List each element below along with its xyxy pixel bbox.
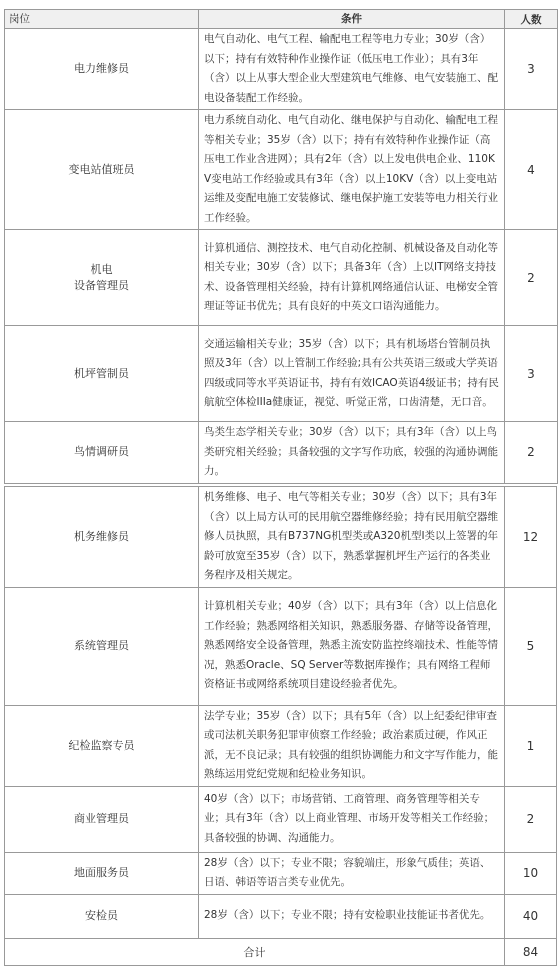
table-row (5, 587, 557, 705)
row-count: 12 (505, 487, 557, 588)
row-count: 1 (505, 705, 557, 786)
row-position: 变电站值班员 (5, 110, 199, 230)
total-count: 84 (505, 938, 557, 965)
header-conditions: 条件 (199, 10, 505, 29)
row-position: 纪检监察专员 (5, 705, 199, 786)
total-row (5, 938, 557, 965)
table-row (5, 422, 558, 484)
row-position: 系统管理员 (5, 587, 199, 705)
row-count: 4 (505, 110, 558, 230)
total-label: 合计 (5, 938, 505, 965)
row-count: 10 (505, 852, 557, 894)
row-position: 机务维修员 (5, 487, 199, 588)
row-count: 40 (505, 894, 557, 938)
table-row (5, 705, 557, 786)
row-conditions: 法学专业；35岁（含）以下；具有5年（含）以上纪委纪律审查或司法机关职务犯罪审侦察工作经验；政治素质过硬，作风正派，无不良记录；具有较强的组织协调能力和文字写作能力，能熟练运用党纪党规和纪检业务知识。 (199, 705, 505, 786)
row-position: 机坪管制员 (5, 326, 199, 422)
row-conditions: 计算机通信、测控技术、电气自动化控制、机械设备及自动化等相关专业；30岁（含）以下；具备3年（含）上以IT网络支持技术、设备管理相关经验，持有计算机网络通信认证、电梯安全管理证等证书优先；具有良好的中英文口语沟通能力。 (199, 230, 505, 326)
row-count: 5 (505, 587, 557, 705)
row-position: 鸟情调研员 (5, 422, 199, 484)
table-row (5, 230, 558, 326)
row-count: 3 (505, 326, 558, 422)
table-row (5, 29, 558, 110)
row-conditions: 28岁（含）以下；专业不限；容貌端庄，形象气质佳；英语、日语、韩语等语言类专业优先。 (199, 852, 505, 894)
row-position: 商业管理员 (5, 786, 199, 852)
row-count: 2 (505, 786, 557, 852)
row-conditions: 计算机相关专业；40岁（含）以下；具有3年（含）以上信息化工作经验；熟悉网络相关知识，熟悉服务器、存储等设备管理，熟悉网络安全设备管理，熟悉主流安防监控终端技术、性能等情况，熟悉Oracle、SQ Server等数据库操作；具有网络工程师资格证书或网络系统项目建设经验者优先。 (199, 587, 505, 705)
row-conditions: 机务维修、电子、电气等相关专业；30岁（含）以下；具有3年（含）以上局方认可的民用航空器维修经验；持有民用航空器维修人员执照，具有B737NG机型类或A320机型I类以上签署的年龄可放宽至35岁（含）以下，熟悉掌握机坪生产运行的各类业务程序及相关规定。 (199, 487, 505, 588)
row-conditions: 鸟类生态学相关专业；30岁（含）以下；具有3年（含）以上鸟类研究相关经验；具备较强的文字写作功底，较强的沟通协调能力。 (199, 422, 505, 484)
table-row (5, 110, 558, 230)
row-conditions: 28岁（含）以下；专业不限；持有安检职业技能证书者优先。 (199, 894, 505, 938)
upper-table (4, 9, 558, 484)
row-conditions: 电力系统自动化、电气自动化、继电保护与自动化、输配电工程等相关专业；35岁（含）以下；持有有效特种作业操作证（高压电工作业含进网）；具有2年（含）以上发电供电企业、110KV变电站工作经验或具有3年（含）以上10KV（含）以上变电站运维及变配电施工安装修试、继电保护施工安装等电力相关行业工作经验。 (199, 110, 505, 230)
row-count: 3 (505, 29, 558, 110)
table-row (5, 786, 557, 852)
table-row (5, 487, 557, 588)
row-count: 2 (505, 230, 558, 326)
table-row (5, 326, 558, 422)
lower-table (4, 486, 557, 966)
table-row (5, 852, 557, 894)
header-row (5, 10, 558, 29)
row-position: 地面服务员 (5, 852, 199, 894)
row-position: 电力维修员 (5, 29, 199, 110)
row-conditions: 40岁（含）以下；市场营销、工商管理、商务管理等相关专业；具有3年（含）以上商业管理、市场开发等相关工作经验；具备较强的协调、沟通能力。 (199, 786, 505, 852)
row-position: 机电 设备管理员 (5, 230, 199, 326)
row-count: 2 (505, 422, 558, 484)
table-row (5, 894, 557, 938)
row-conditions: 交通运输相关专业；35岁（含）以下；具有机场塔台管制员执照及3年（含）以上管制工作经验;具有公共英语三级或大学英语四级或同等水平英语证书，持有有效ICAO英语4级证书；持有民航航空体检IIIa健康证，视觉、听觉正常，口齿清楚，无口音。 (199, 326, 505, 422)
header-position: 岗位 (5, 10, 199, 29)
header-count: 人数 (505, 10, 558, 29)
row-position: 安检员 (5, 894, 199, 938)
row-conditions: 电气自动化、电气工程、输配电工程等电力专业；30岁（含）以下；持有有效特种作业操作证（低压电工作业）；具有3年（含）以上从事大型企业大型建筑电气维修、电气安装施工、配电设备装配工作经验。 (199, 29, 505, 110)
